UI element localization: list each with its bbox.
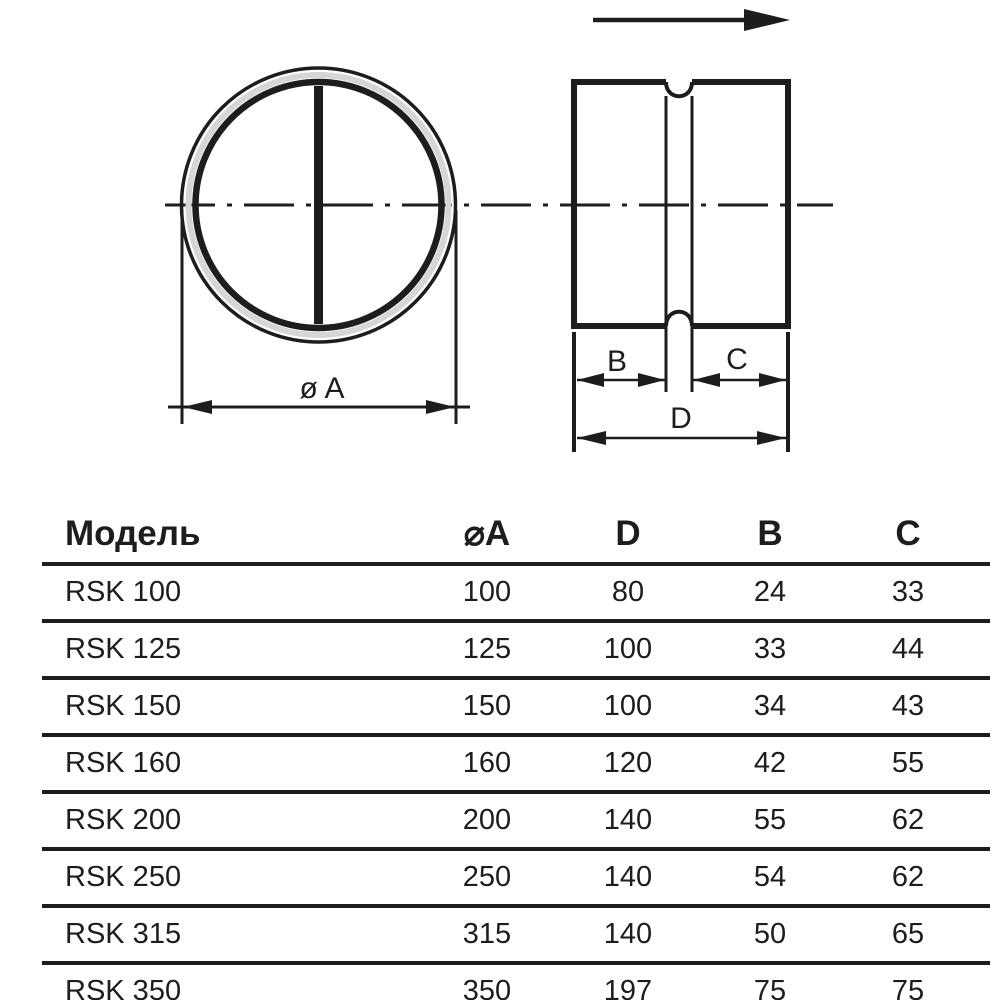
- table-row: [42, 851, 990, 908]
- d-cell: 100: [603, 633, 653, 665]
- table-header-row: [42, 505, 990, 566]
- c-cell: 55: [891, 747, 925, 779]
- side-view: [574, 9, 790, 452]
- b-cell: 54: [753, 861, 787, 893]
- c-cell: 43: [891, 690, 925, 722]
- b-cell: 55: [753, 804, 787, 836]
- d-cell: 140: [603, 918, 653, 950]
- front-view: [168, 68, 470, 424]
- d-cell: 140: [603, 861, 653, 893]
- a-cell: 250: [462, 861, 512, 893]
- table-row: [42, 737, 990, 794]
- a-cell: 150: [462, 690, 512, 722]
- a-cell: 160: [462, 747, 512, 779]
- d-dimension: [577, 402, 786, 445]
- c-cell: 65: [891, 918, 925, 950]
- arrowhead-right-icon: [426, 400, 455, 414]
- d-label: D: [670, 402, 692, 435]
- table-row: [42, 623, 990, 680]
- c-cell: 62: [891, 804, 925, 836]
- arrowhead-left-icon: [183, 400, 212, 414]
- header-d: D: [615, 514, 641, 553]
- c-cell: 33: [891, 576, 925, 608]
- arrowhead-right-icon: [757, 431, 786, 445]
- header-c: C: [895, 514, 921, 553]
- table-row: [42, 680, 990, 737]
- table-row: [42, 908, 990, 965]
- header-b: B: [757, 514, 783, 553]
- d-cell: 100: [603, 690, 653, 722]
- header-diameter-a: ⌀A: [463, 514, 511, 553]
- diameter-label: ø A: [299, 372, 345, 405]
- a-cell: 315: [462, 918, 512, 950]
- b-cell: 42: [753, 747, 787, 779]
- b-cell: 75: [753, 975, 787, 1000]
- d-cell: 80: [611, 576, 645, 608]
- spec-table: [42, 505, 990, 1000]
- arrowhead-left-icon: [577, 431, 606, 445]
- table-row: [42, 566, 990, 623]
- c-dimension: [693, 343, 786, 387]
- model-cell: RSK 150: [65, 690, 182, 722]
- bead-notch-bottom: [666, 312, 692, 326]
- c-cell: 44: [891, 633, 925, 665]
- bead-notch-top: [666, 82, 692, 96]
- b-cell: 33: [753, 633, 787, 665]
- b-cell: 50: [753, 918, 787, 950]
- b-dimension: [577, 345, 665, 387]
- d-cell: 197: [603, 975, 653, 1000]
- b-cell: 24: [753, 576, 787, 608]
- model-cell: RSK 100: [65, 576, 182, 608]
- damper-blade: [314, 86, 323, 324]
- c-label: C: [726, 343, 748, 376]
- c-cell: 62: [891, 861, 925, 893]
- header-model: Модель: [65, 514, 201, 553]
- model-cell: RSK 315: [65, 918, 182, 950]
- technical-drawing: [0, 0, 1000, 480]
- model-cell: RSK 160: [65, 747, 182, 779]
- flow-direction-arrow-icon: [593, 9, 790, 31]
- model-cell: RSK 350: [65, 975, 182, 1000]
- a-cell: 100: [462, 576, 512, 608]
- table-row: [42, 965, 990, 1000]
- a-cell: 350: [462, 975, 512, 1000]
- model-cell: RSK 200: [65, 804, 182, 836]
- table-row: [42, 794, 990, 851]
- c-cell: 75: [891, 975, 925, 1000]
- arrowhead-left-icon: [577, 373, 604, 387]
- arrowhead-right-icon: [638, 373, 665, 387]
- a-cell: 200: [462, 804, 512, 836]
- d-cell: 120: [603, 747, 653, 779]
- b-label: B: [606, 345, 628, 378]
- model-cell: RSK 250: [65, 861, 182, 893]
- d-cell: 140: [603, 804, 653, 836]
- a-cell: 125: [462, 633, 512, 665]
- arrowhead-right-icon: [759, 373, 786, 387]
- model-cell: RSK 125: [65, 633, 182, 665]
- b-cell: 34: [753, 690, 787, 722]
- arrowhead-left-icon: [693, 373, 720, 387]
